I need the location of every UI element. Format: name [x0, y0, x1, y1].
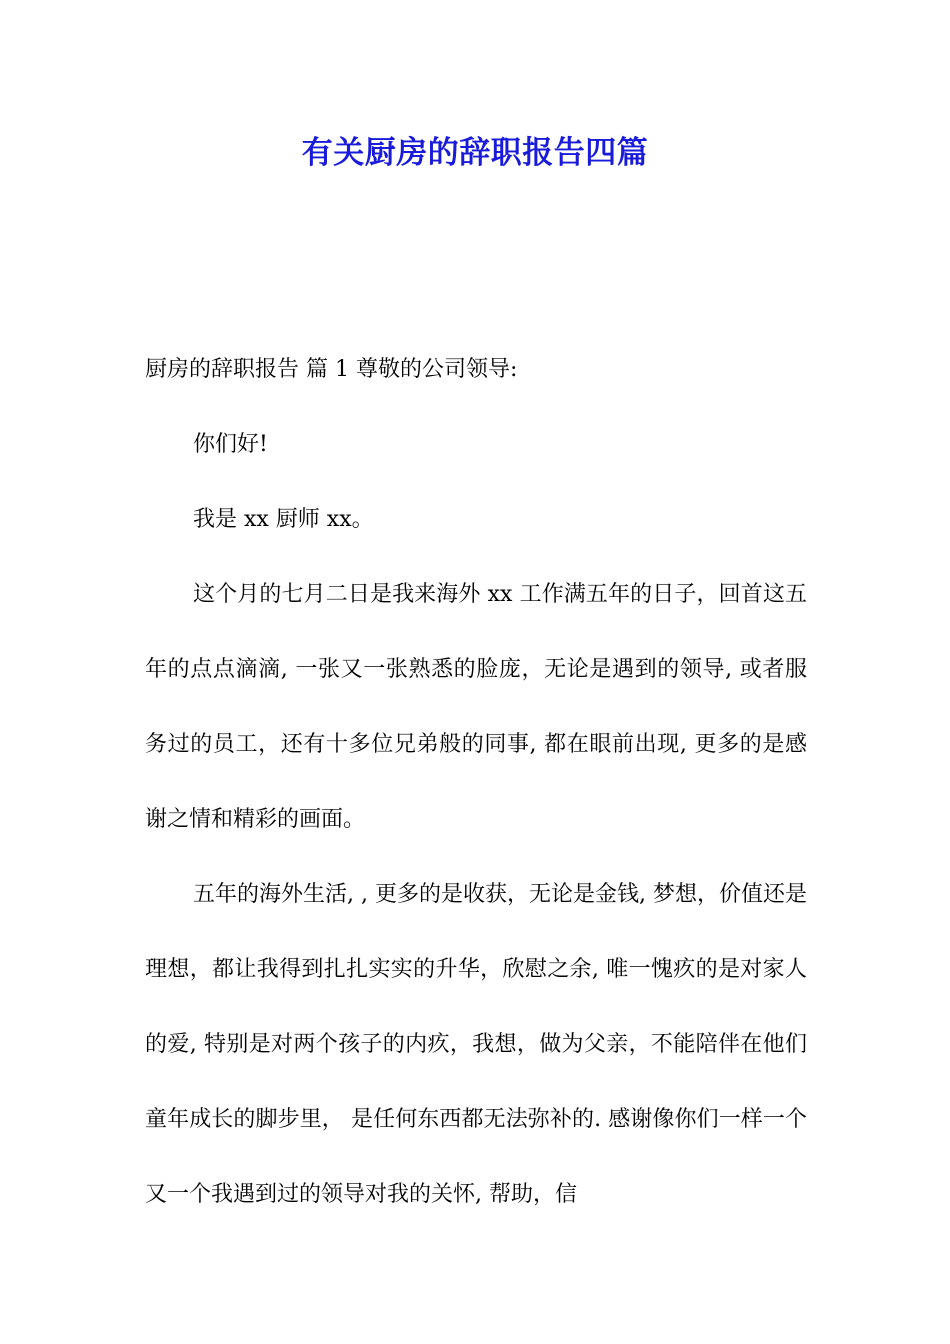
paragraph-intro: 我是 xx 厨师 xx。	[193, 507, 374, 532]
paragraph-greeting: 你们好!	[193, 432, 268, 457]
paragraph-reflection: 这个月的七月二日是我来海外 xx 工作满五年的日子，回首这五年的点点滴滴, 一张又一张熟悉的脸庞，无论是遇到的领导, 或者服务过的员工，还有十多位兄弟般的同事, 都在眼前出现, 更多的是感谢之情和精彩的画面。	[145, 582, 807, 832]
document-title: 有关厨房的辞职报告四篇	[301, 135, 649, 171]
document-body	[145, 332, 807, 1232]
paragraph-gratitude: 五年的海外生活, , 更多的是收获，无论是金钱, 梦想，价值还是理想，都让我得到扎扎实实的升华，欣慰之余, 唯一愧疚的是对家人的爱, 特别是对两个孩子的内疚，我想，做为父亲，不能陪伴在他们童年成长的脚步里， 是任何东西都无法弥补的. 感谢像你们一样一个又一个我遇到过的领导对我的关怀, 帮助，信	[145, 882, 807, 1207]
paragraph-heading: 厨房的辞职报告 篇 1 尊敬的公司领导:	[145, 357, 518, 382]
